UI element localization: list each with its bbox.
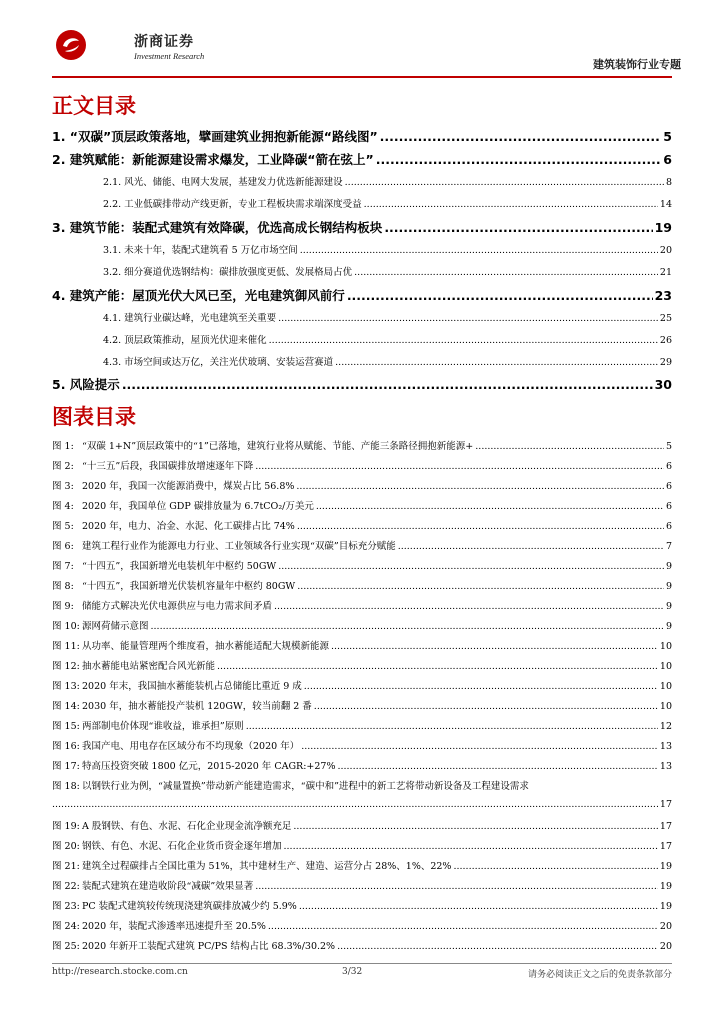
page-header (40, 27, 684, 73)
figure-entry[interactable]: 图 19: A 股钢铁、有色、水泥、石化企业现金流净额充足 ..... 17 (52, 818, 672, 832)
footer-url[interactable]: http://research.stocke.com.cn (52, 967, 188, 977)
figure-entry[interactable]: 图 6: 建筑工程行业作为能源电力行业、工业领域各行业实现“双碳”目标充分赋能 ..... 7 (52, 538, 672, 552)
toc-subentry[interactable]: 4.3. 市场空间或达万亿，关注光伏玻璃、安装运营赛道 ..... 29 (103, 354, 672, 368)
figure-entry[interactable]: 图 13: 2020 年末，我国抽水蓄能装机占总储能比重近 9 成 ..... 10 (52, 678, 672, 692)
figure-entry[interactable]: 图 21: 建筑全过程碳排占全国比重为 51%，其中建材生产、建造、运营分占 28%、1%、22% ..... 19 (52, 858, 672, 872)
figure-entry[interactable]: 图 24: 2020 年，装配式渗透率迅速提升至 20.5% ..... 20 (52, 918, 672, 932)
figure-entry[interactable]: 图 9: 储能方式解决光伏电源供应与电力需求间矛盾 ..... 9 (52, 598, 672, 612)
figures-title: 图表目录 (52, 405, 136, 429)
header-rule (52, 76, 672, 78)
report-title: 建筑装饰行业专题 (593, 58, 681, 71)
toc-subentry[interactable]: 2.2. 工业低碳排带动产线更新，专业工程板块需求端深度受益 ..... 14 (103, 196, 672, 210)
company-name-en: Investment Research (134, 51, 205, 61)
figure-entry[interactable]: 图 11: 从功率、能量管理两个维度看，抽水蓄能适配大规模新能源 ..... 10 (52, 638, 672, 652)
toc-subentry[interactable]: 3.2. 细分赛道优选钢结构：碳排放强度更低、发展格局占优 ..... 21 (103, 264, 672, 278)
toc-subentry[interactable]: 4.2. 顶层政策推动，屋顶光伏迎来催化 ..... 26 (103, 332, 672, 346)
figure-entry[interactable]: 图 1: “双碳 1+N”顶层政策中的“1”已落地，建筑行业将从赋能、节能、产能三条路径拥抱新能源+ ..... 5 (52, 438, 672, 452)
toc-subentry[interactable]: 2.1. 风光、储能、电网大发展，基建发力优选新能源建设 ..... 8 (103, 174, 672, 188)
figure-entry[interactable]: 图 4: 2020 年，我国单位 GDP 碳排放量为 6.7tCO₂/万美元 ..... 6 (52, 498, 672, 512)
toc-entry[interactable]: 4. 建筑产能：屋顶光伏大风已至，光电建筑御风前行 ..... 23 (52, 286, 672, 304)
toc-subentry[interactable]: 4.1. 建筑行业碳达峰，光电建筑至关重要 ..... 25 (103, 310, 672, 324)
figure-entry[interactable]: 图 25: 2020 年新开工装配式建筑 PC/PS 结构占比 68.3%/30.2% ..... 20 (52, 938, 672, 952)
company-name-cn: 浙商证券 (134, 34, 194, 50)
figure-entry[interactable]: 图 23: PC 装配式建筑较传统现浇建筑碳排放减少约 5.9% ..... 19 (52, 898, 672, 912)
figure-entry[interactable]: 图 18: 以钢铁行业为例，“减量置换”带动新产能建造需求，“碳中和”进程中的新工艺将带动新设备及工程建设需求 ..... 17 (52, 778, 672, 818)
toc-title: 正文目录 (52, 94, 136, 118)
figure-entry[interactable]: 图 3: 2020 年，我国一次能源消费中，煤炭占比 56.8% ..... 6 (52, 478, 672, 492)
figure-entry[interactable]: 图 20: 钢铁、有色、水泥、石化企业货币资金逐年增加 ..... 17 (52, 838, 672, 852)
figure-entry[interactable]: 图 7: “十四五”，我国新增光电装机年中枢约 50GW ..... 9 (52, 558, 672, 572)
toc-entry[interactable]: 5. 风险提示 ..... 30 (52, 375, 672, 393)
figure-entry[interactable]: 图 17: 特高压投资突破 1800 亿元，2015-2020 年 CAGR:+27% ..... 13 (52, 758, 672, 772)
figure-entry[interactable]: 图 12: 抽水蓄能电站紧密配合风光新能 ..... 10 (52, 658, 672, 672)
figure-entry[interactable]: 图 15: 两部制电价体现“谁收益，谁承担”原则 ..... 12 (52, 718, 672, 732)
footer-page-number: 3/32 (342, 967, 363, 977)
toc-entry[interactable]: 3. 建筑节能：装配式建筑有效降碳，优选高成长钢结构板块 ..... 19 (52, 218, 672, 236)
figure-entry[interactable]: 图 10: 源网荷储示意图 ..... 9 (52, 618, 672, 632)
toc-subentry[interactable]: 3.1. 未来十年，装配式建筑看 5 万亿市场空间 ..... 20 (103, 242, 672, 256)
footer-disclaimer: 请务必阅读正文之后的免责条款部分 (527, 970, 672, 980)
figure-entry[interactable]: 图 22: 装配式建筑在建造收阶段“减碳”效果显著 ..... 19 (52, 878, 672, 892)
toc-entry[interactable]: 1. “双碳”顶层政策落地，擘画建筑业拥抱新能源“路线图” ..... 5 (52, 127, 672, 145)
figure-entry[interactable]: 图 8: “十四五”，我国新增光伏装机容量年中枢约 80GW ..... 9 (52, 578, 672, 592)
footer-rule (52, 963, 672, 964)
figure-entry[interactable]: 图 16: 我国产电、用电存在区域分布不均现象（2020 年） ..... 13 (52, 738, 672, 752)
figure-entry[interactable]: 图 2: “十三五”后段，我国碳排放增速逐年下降 ..... 6 (52, 458, 672, 472)
logo-icon (55, 29, 87, 61)
toc-entry[interactable]: 2. 建筑赋能：新能源建设需求爆发，工业降碳“箭在弦上” ..... 6 (52, 150, 672, 168)
figure-entry[interactable]: 图 14: 2030 年，抽水蓄能投产装机 120GW，较当前翻 2 番 ..... 10 (52, 698, 672, 712)
figure-entry[interactable]: 图 5: 2020 年，电力、冶金、水泥、化工碳排占比 74% ..... 6 (52, 518, 672, 532)
